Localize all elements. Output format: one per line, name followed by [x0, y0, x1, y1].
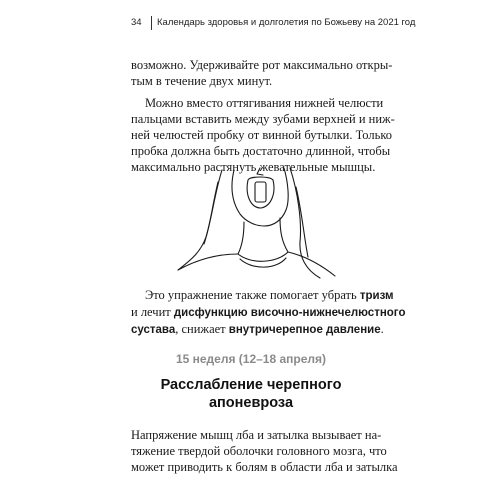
bold-term-trismus: тризм: [359, 290, 394, 302]
header-divider: [151, 16, 152, 30]
text-line: тым в течение двух минут.: [131, 74, 273, 88]
text-line: ней челюстей пробку от винной бутылки. Только: [131, 128, 393, 142]
text-line: [131, 304, 406, 321]
running-header: [131, 17, 416, 33]
text-span: .: [380, 322, 384, 336]
text-span: Это упражнение также помогает убрать: [145, 288, 360, 302]
text-line: может приводить к болям в области лба и затылка: [131, 460, 398, 474]
text-line: Напряжение мышц лба и затылка вызывает на-: [131, 428, 382, 442]
face-with-cork-in-mouth-illustration: [160, 162, 350, 282]
text-line: Можно вместо оттягивания нижней челюсти: [145, 96, 384, 110]
paragraph-hold-mouth: [131, 57, 393, 89]
paragraph-aponeurosis: [131, 427, 398, 475]
text-line: пробка должна быть достаточно длинной, чтобы: [131, 144, 391, 158]
bold-term-joint: сустава: [131, 324, 176, 336]
text-span: , снижает: [175, 322, 229, 336]
bold-term-pressure: внутричерепное давление: [228, 324, 381, 336]
bold-term-tmj: дисфункцию височно-нижнечелюстного: [173, 307, 406, 319]
title-line: Расслабление черепного: [160, 377, 342, 393]
text-line: максимально растянуть жевательные мышцы.: [131, 160, 376, 174]
week-heading: 15 неделя (12–18 апреля): [175, 352, 327, 366]
text-line: возможно. Удерживайте рот максимально откры-: [131, 58, 393, 72]
text-line: тяжение твердой оболочки головного мозга, что: [131, 444, 387, 458]
text-line: пальцами вставить между зубами верхней и ниж-: [131, 112, 395, 126]
paragraph-trismus: [131, 287, 406, 338]
text-line: [131, 321, 384, 338]
running-title: Календарь здоровья и долголетия по Божьеву на 2021 год: [157, 17, 416, 28]
text-span: и лечит: [131, 305, 174, 319]
title-line: апоневроза: [208, 395, 294, 411]
page-number: 34: [131, 17, 142, 28]
text-line: [131, 287, 394, 304]
section-title: [131, 376, 371, 412]
